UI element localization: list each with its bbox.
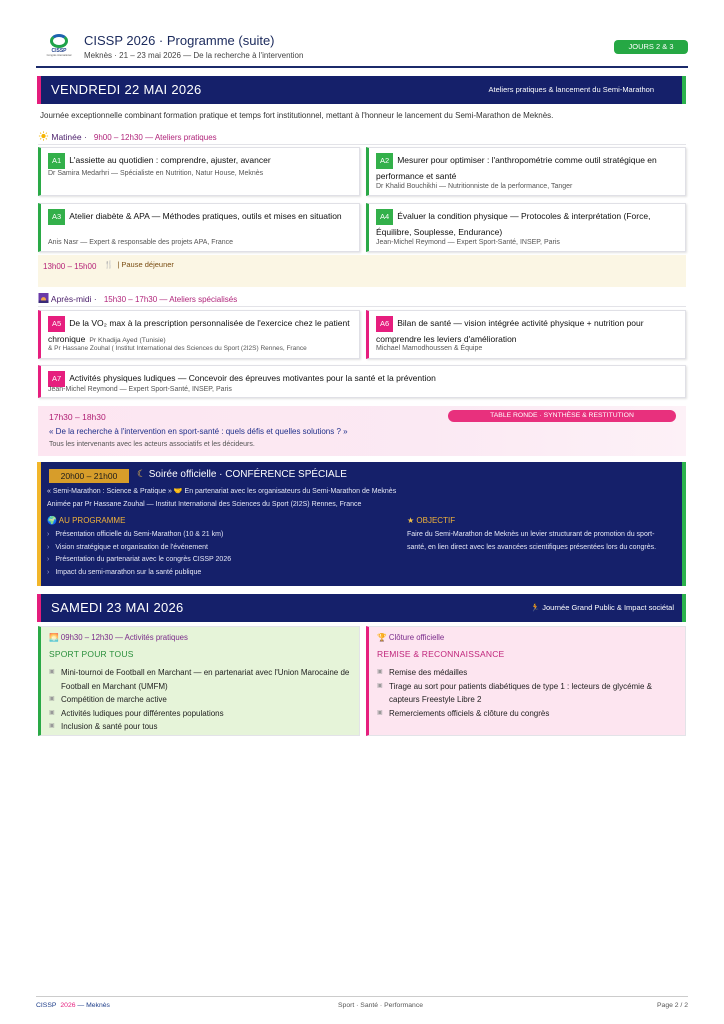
cissp-logo: CISSP Congrès international — [46, 34, 72, 64]
sun-icon — [38, 131, 49, 141]
friday-title: VENDREDI 22 MAI 2026 — [51, 82, 202, 97]
list-item: ▣ Remerciements officiels & clôture du congrès — [377, 707, 679, 721]
page-header — [36, 30, 688, 64]
soiree-host: Animée par Pr Hassane Zouhal — Institut International des Sciences du Sport (2I2S) Rennes, France — [47, 501, 362, 508]
sunset-icon — [38, 293, 49, 303]
moon-icon: ☾ — [137, 469, 146, 480]
globe-icon: 🌍 — [47, 516, 57, 525]
workshop-card-a4: A4 Évaluer la condition physique — Protocoles & interprétation (Force, Équilibre, Souplesse, Endurance) Jean-Michel Reymond — Expert Sport-Santé, INSEP, Paris — [366, 203, 686, 252]
runner-icon: 🏃 — [530, 603, 541, 612]
objective-text: Faire du Semi-Marathon de Meknès un levier structurant de promotion du sport-santé, en lien direct avec les avancées scientifiques présentées lors du congrès. — [407, 531, 657, 551]
soiree-title: ☾ Soirée officielle · CONFÉRENCE SPÉCIALE — [137, 469, 347, 480]
list-item: › Vision stratégique et organisation de l'événement — [47, 543, 208, 551]
cutlery-icon: 🍴 — [104, 260, 114, 269]
saturday-band — [37, 594, 686, 622]
lunch-label: 🍴 | Pause déjeuner — [104, 260, 174, 269]
program-heading: 🌍 AU PROGRAMME — [47, 516, 126, 525]
friday-intro: Journée exceptionnelle combinant formation pratique et temps fort institutionnel, mettant à l'honneur le lancement du Semi-Marathon de Meknès. — [40, 111, 554, 120]
soiree-time: 20h00 – 21h00 — [49, 469, 129, 483]
closing-box-title: REMISE & RECONNAISSANCE — [377, 649, 505, 659]
list-item: ▣ Mini-tournoi de Football en Marchant — en partenariat avec l'Union Marocaine de Football en Marchant (UMFM) — [49, 666, 353, 693]
list-item: ▣ Activités ludiques pour différentes populations — [49, 707, 353, 721]
page-subtitle: Meknès · 21 – 23 mai 2026 — De la recherche à l'intervention — [84, 51, 304, 60]
objective-heading: ★ OBJECTIF — [407, 516, 456, 525]
handshake-icon: 🤝 — [173, 488, 183, 495]
footer-tagline: Sport · Santé · Performance — [338, 1002, 423, 1009]
program-list — [47, 529, 231, 579]
closing-list — [377, 666, 679, 720]
page-title: CISSP 2026 · Programme (suite) — [84, 33, 275, 48]
lunch-time: 13h00 – 15h00 — [43, 262, 97, 271]
list-item: ▣ Compétition de marche active — [49, 693, 353, 707]
workshop-card-a3: A3 Atelier diabète & APA — Méthodes pratiques, outils et mises en situation Anis Nasr — Expert & responsable des projets APA, France — [38, 203, 360, 252]
list-item: ▣ Inclusion & santé pour tous — [49, 720, 353, 734]
round-table-badge: TABLE RONDE · SYNTHÈSE & RESTITUTION — [448, 410, 676, 422]
sport-box-title: SPORT POUR TOUS — [49, 649, 134, 659]
list-item: › Impact du semi-marathon sur la santé publique — [47, 568, 202, 576]
saturday-title: SAMEDI 23 MAI 2026 — [51, 600, 184, 615]
round-table-sub: Tous les intervenants avec les acteurs associatifs et les décideurs. — [49, 441, 255, 448]
lunch-break — [38, 255, 686, 287]
workshop-card-a6: A6 Bilan de santé — vision intégrée activité physique + nutrition pour comprendre les leviers d'amélioration Michael Mamodhoussen & Équipe — [366, 310, 686, 359]
workshop-card-a5: A5 De la VO₂ max à la prescription personnalisée de l'exercice chez le patient chronique Pr Khadija Ayed (Tunisie) & Pr Hassane Zouhal ( Institut International des Sciences du Sport (2I2S) Rennes, France — [38, 310, 360, 359]
soiree-block — [37, 462, 686, 586]
footer-divider — [36, 996, 688, 997]
sport-for-all-box — [38, 626, 360, 736]
workshop-card-a7: A7 Activités physiques ludiques — Concevoir des épreuves motivantes pour la santé et la prévention Jean-Michel Reymond — Expert Sport-Santé, INSEP, Paris — [38, 365, 686, 398]
round-table-question: « De la recherche à l'intervention en sport-santé : quels défis et quelles solutions ? » — [49, 427, 348, 436]
soiree-partnership: « Semi-Marathon : Science & Pratique » 🤝 En partenariat avec les organisateurs du Semi-Marathon de Meknès — [47, 488, 397, 495]
page-number: Page 2 / 2 — [657, 1002, 688, 1009]
round-table-time: 17h30 – 18h30 — [49, 412, 106, 422]
star-icon: ★ — [407, 516, 415, 525]
workshop-card-a1: A1 L'assiette au quotidien : comprendre, ajuster, avancer Dr Samira Medarhri — Spécialiste en Nutrition, Natur House, Meknès — [38, 147, 360, 196]
morning-heading: Matinée · 9h00 – 12h30 — Ateliers pratiques — [38, 131, 217, 142]
sport-list — [49, 666, 353, 734]
days-badge: JOURS 2 & 3 — [614, 40, 688, 54]
friday-subtitle: Ateliers pratiques & lancement du Semi-Marathon — [488, 85, 654, 94]
trophy-icon: 🏆 — [377, 633, 387, 642]
sport-box-head: 🌅 09h30 – 12h30 — Activités pratiques — [49, 633, 188, 642]
sunrise-icon: 🌅 — [49, 633, 59, 642]
saturday-subtitle: 🏃 Journée Grand Public & Impact sociétal — [530, 603, 674, 612]
closing-box-head: 🏆 Clôture officielle — [377, 633, 445, 642]
list-item: ▣ Tirage au sort pour patients diabétiques de type 1 : lecteurs de glycémie & capteurs Freestyle Libre 2 — [377, 680, 679, 707]
list-item: › Présentation du partenariat avec le congrès CISSP 2026 — [47, 556, 232, 563]
section-rule — [38, 306, 686, 307]
workshop-card-a2: A2 Mesurer pour optimiser : l'anthropométrie comme outil stratégique en performance et santé Dr Khalid Bouchikhi — Nutritionniste de la performance, Tanger — [366, 147, 686, 196]
friday-band — [37, 76, 686, 104]
section-rule — [38, 144, 686, 145]
afternoon-heading: Après-midi · 15h30 – 17h30 — Ateliers spécialisés — [38, 293, 237, 304]
footer-brand: CISSP 2026 — Meknès — [36, 1002, 110, 1009]
header-divider — [36, 66, 688, 68]
closing-box — [366, 626, 686, 736]
list-item: ▣ Remise des médailles — [377, 666, 679, 680]
round-table — [38, 406, 686, 456]
list-item: › Présentation officielle du Semi-Marathon (10 & 21 km) — [47, 531, 224, 538]
